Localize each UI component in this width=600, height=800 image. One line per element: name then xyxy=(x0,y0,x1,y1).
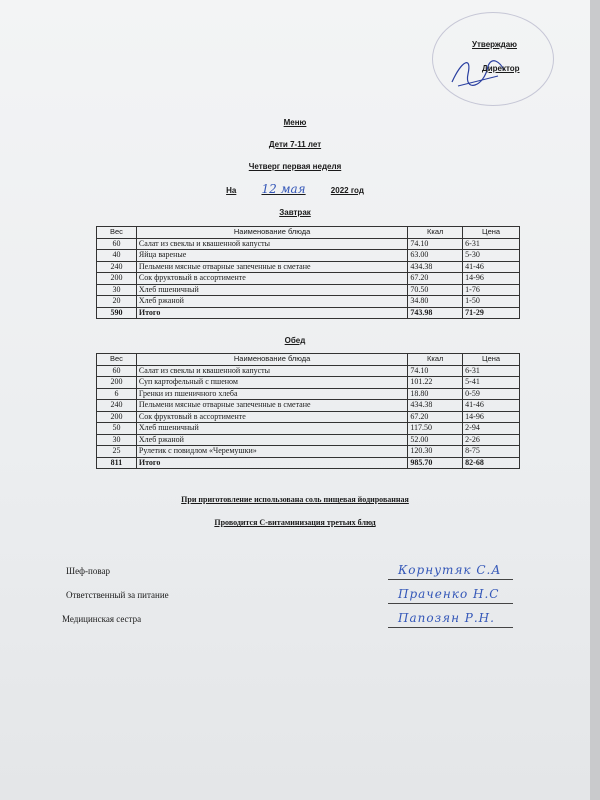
cell-kcal: 120.30 xyxy=(408,446,463,458)
signature-chef xyxy=(0,563,590,584)
cell-kcal: 74.10 xyxy=(408,238,463,250)
cell-name: Суп картофельный с пшеном xyxy=(136,377,407,389)
table-row xyxy=(97,434,520,446)
table-row xyxy=(97,446,520,458)
breakfast-table xyxy=(96,226,520,319)
cell-weight: 200 xyxy=(97,411,137,423)
lunch-title-text: Обед xyxy=(284,336,306,345)
cell-weight: 20 xyxy=(97,296,137,308)
table-row xyxy=(97,388,520,400)
header-price: Цена xyxy=(463,354,520,366)
page-title xyxy=(0,118,590,127)
table-row xyxy=(97,377,520,389)
cell-weight: 240 xyxy=(97,261,137,273)
table-row xyxy=(97,261,520,273)
cell-price: 41-46 xyxy=(463,400,520,412)
table-row xyxy=(97,400,520,412)
date-suffix: 2022 год xyxy=(330,186,364,195)
total-kcal: 743.98 xyxy=(408,307,463,319)
header-weight: Вес xyxy=(97,354,137,366)
cell-price: 6-31 xyxy=(463,365,520,377)
age-group xyxy=(0,140,590,149)
cell-weight: 60 xyxy=(97,365,137,377)
cell-price: 0-59 xyxy=(463,388,520,400)
table-row xyxy=(97,411,520,423)
header-kcal: Ккал xyxy=(408,354,463,366)
total-price: 71-29 xyxy=(463,307,520,319)
cell-weight: 200 xyxy=(97,377,137,389)
cell-weight: 40 xyxy=(97,250,137,262)
signature-nurse xyxy=(0,611,590,632)
cell-name: Салат из свеклы и квашенной капусты xyxy=(136,365,407,377)
age-text: Дети 7-11 лет xyxy=(268,140,322,149)
cell-name: Салат из свеклы и квашенной капусты xyxy=(136,238,407,250)
cell-name: Хлеб пшеничный xyxy=(136,284,407,296)
total-weight: 590 xyxy=(97,307,137,319)
lunch-title xyxy=(0,336,590,345)
cell-price: 1-76 xyxy=(463,284,520,296)
vitamin-note: Проводится С-витаминизация третьих блюд xyxy=(214,518,376,527)
salt-note: При приготовление использована соль пищевая йодированная xyxy=(181,495,409,504)
table-row xyxy=(97,238,520,250)
cell-name: Хлеб пшеничный xyxy=(136,423,407,435)
cell-name: Сок фруктовый в ассортименте xyxy=(136,273,407,285)
total-row xyxy=(97,457,520,469)
date-handwritten: 12 мая xyxy=(261,182,306,196)
table-row xyxy=(97,423,520,435)
role-label: Шеф-повар xyxy=(66,566,110,576)
cell-price: 5-30 xyxy=(463,250,520,262)
total-label: Итого xyxy=(136,307,407,319)
cell-kcal: 74.10 xyxy=(408,365,463,377)
cell-kcal: 67.20 xyxy=(408,411,463,423)
role-label: Ответственный за питание xyxy=(66,590,169,600)
header-name: Наименование блюда xyxy=(136,354,407,366)
table-row xyxy=(97,365,520,377)
cell-price: 41-46 xyxy=(463,261,520,273)
table-row xyxy=(97,250,520,262)
header-price: Цена xyxy=(463,227,520,239)
cell-name: Пельмени мясные отварные запеченные в сметане xyxy=(136,261,407,273)
total-kcal: 985.70 xyxy=(408,457,463,469)
total-label: Итого xyxy=(136,457,407,469)
cell-kcal: 70.50 xyxy=(408,284,463,296)
cell-kcal: 63.00 xyxy=(408,250,463,262)
cell-kcal: 18.80 xyxy=(408,388,463,400)
cell-kcal: 52.00 xyxy=(408,434,463,446)
cell-weight: 30 xyxy=(97,284,137,296)
cell-price: 8-75 xyxy=(463,446,520,458)
cell-price: 1-50 xyxy=(463,296,520,308)
header-name: Наименование блюда xyxy=(136,227,407,239)
date-line xyxy=(0,182,590,196)
table-row xyxy=(97,273,520,285)
date-prefix: На xyxy=(226,186,237,195)
cell-name: Хлеб ржаной xyxy=(136,434,407,446)
cell-price: 14-96 xyxy=(463,411,520,423)
cell-weight: 25 xyxy=(97,446,137,458)
cell-name: Хлеб ржаной xyxy=(136,296,407,308)
day-text: Четверг первая неделя xyxy=(248,162,342,171)
breakfast-title xyxy=(0,208,590,217)
signature-line xyxy=(388,579,513,580)
signature-line xyxy=(388,603,513,604)
signature-line xyxy=(388,627,513,628)
cell-price: 2-26 xyxy=(463,434,520,446)
table-row xyxy=(97,296,520,308)
table-header-row xyxy=(97,354,520,366)
cell-weight: 200 xyxy=(97,273,137,285)
background-edge xyxy=(590,0,600,800)
header-weight: Вес xyxy=(97,227,137,239)
cell-name: Гренки из пшеничного хлеба xyxy=(136,388,407,400)
cell-weight: 30 xyxy=(97,434,137,446)
cell-name: Сок фруктовый в ассортименте xyxy=(136,411,407,423)
cell-price: 5-41 xyxy=(463,377,520,389)
cell-price: 14-96 xyxy=(463,273,520,285)
role-label: Медицинская сестра xyxy=(62,614,142,624)
signature-handwritten: Корнутяк С.А xyxy=(398,563,502,577)
cell-kcal: 101.22 xyxy=(408,377,463,389)
cell-weight: 50 xyxy=(97,423,137,435)
cell-kcal: 434.38 xyxy=(408,261,463,273)
breakfast-title-text: Завтрак xyxy=(279,208,311,217)
cell-weight: 6 xyxy=(97,388,137,400)
cell-name: Пельмени мясные отварные запеченные в сметане xyxy=(136,400,407,412)
total-row xyxy=(97,307,520,319)
director-label: Директор xyxy=(482,64,520,73)
title-text: Меню xyxy=(283,118,307,127)
table-row xyxy=(97,284,520,296)
header-kcal: Ккал xyxy=(408,227,463,239)
cell-kcal: 67.20 xyxy=(408,273,463,285)
cell-weight: 240 xyxy=(97,400,137,412)
cell-price: 6-31 xyxy=(463,238,520,250)
cell-name: Рулетик с повидлом «Черемушки» xyxy=(136,446,407,458)
table-header-row xyxy=(97,227,520,239)
cell-name: Яйца вареные xyxy=(136,250,407,262)
total-price: 82-68 xyxy=(463,457,520,469)
signature-responsible xyxy=(0,587,590,608)
approve-label: Утверждаю xyxy=(472,40,517,49)
cell-price: 2-94 xyxy=(463,423,520,435)
signature-handwritten: Праченко Н.С xyxy=(398,587,500,601)
cell-weight: 60 xyxy=(97,238,137,250)
total-weight: 811 xyxy=(97,457,137,469)
cell-kcal: 117.50 xyxy=(408,423,463,435)
signature-handwritten: Папозян Р.Н. xyxy=(398,611,495,625)
cell-kcal: 434.38 xyxy=(408,400,463,412)
week-day xyxy=(0,162,590,171)
lunch-table xyxy=(96,353,520,469)
cell-kcal: 34.80 xyxy=(408,296,463,308)
